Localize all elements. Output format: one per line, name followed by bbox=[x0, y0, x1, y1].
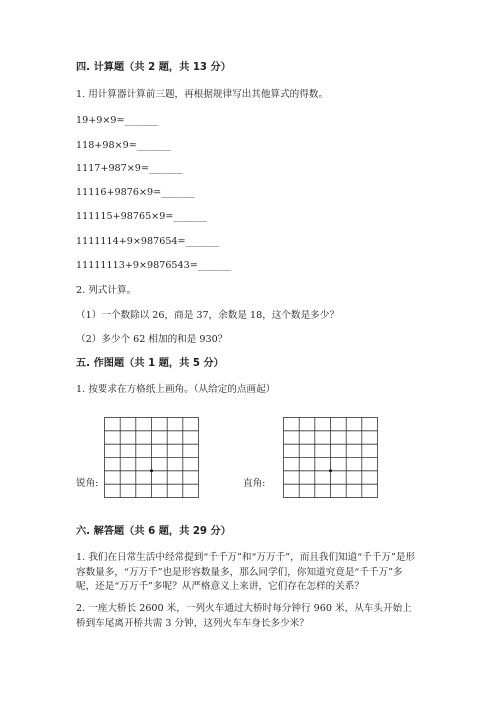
equation-6: 1111114+9×987654=_______ bbox=[76, 236, 220, 247]
equation-3: 1117+987×9=_______ bbox=[76, 163, 183, 174]
equation-2: 118+98×9=_______ bbox=[76, 140, 171, 151]
question-4-2-intro: 2. 列式计算。 bbox=[76, 285, 137, 296]
left-start-point bbox=[150, 469, 153, 472]
right-start-point bbox=[329, 469, 332, 472]
equation-5: 111115+98765×9=_______ bbox=[76, 211, 207, 222]
equation-1: 19+9×9=_______ bbox=[76, 115, 159, 126]
question-5-1: 1. 按要求在方格纸上画角。（从给定的点画起） bbox=[76, 384, 276, 395]
equation-4: 11116+9876×9=_______ bbox=[76, 187, 195, 198]
left-grid bbox=[104, 417, 200, 499]
question-4-2-item-2: （2）多少个 62 相加的和是 930？ bbox=[76, 334, 228, 345]
question-4-2-item-1: （1）一个数除以 26，商是 37，余数是 18，这个数是多少？ bbox=[76, 310, 339, 321]
right-grid bbox=[283, 417, 379, 499]
right-angle-label: 直角: bbox=[243, 478, 266, 489]
question-4-1-intro: 1. 用计算器计算前三题，再根据规律写出其他算式的得数。 bbox=[76, 89, 329, 100]
equation-7: 11111113+9×9876543=_______ bbox=[76, 260, 232, 271]
section-6-title: 六. 解答题（共 6 题，共 29 分） bbox=[76, 526, 231, 537]
question-6-1: 1. 我们在日常生活中经常提到“千千万”和“万万千”，而且我们知道“千千万”是形容数量多，“万万千”也是形容数量多，那么同学们，你知道究竟是“千千万”多呢，还是“万万千”多呢？从严格意义上来讲，它们存在怎样的关系？ bbox=[76, 552, 416, 593]
acute-angle-label: 锐角: bbox=[76, 478, 99, 489]
question-6-2: 2. 一座大桥长 2600 米，一列火车通过大桥时每分钟行 960 米，从车头开始上桥到车尾离开桥共需 3 分钟，这列火车车身长多少米？ bbox=[76, 603, 412, 629]
section-5-title: 五. 作图题（共 1 题，共 5 分） bbox=[76, 358, 224, 369]
section-4-title: 四. 计算题（共 2 题，共 13 分） bbox=[76, 62, 231, 73]
